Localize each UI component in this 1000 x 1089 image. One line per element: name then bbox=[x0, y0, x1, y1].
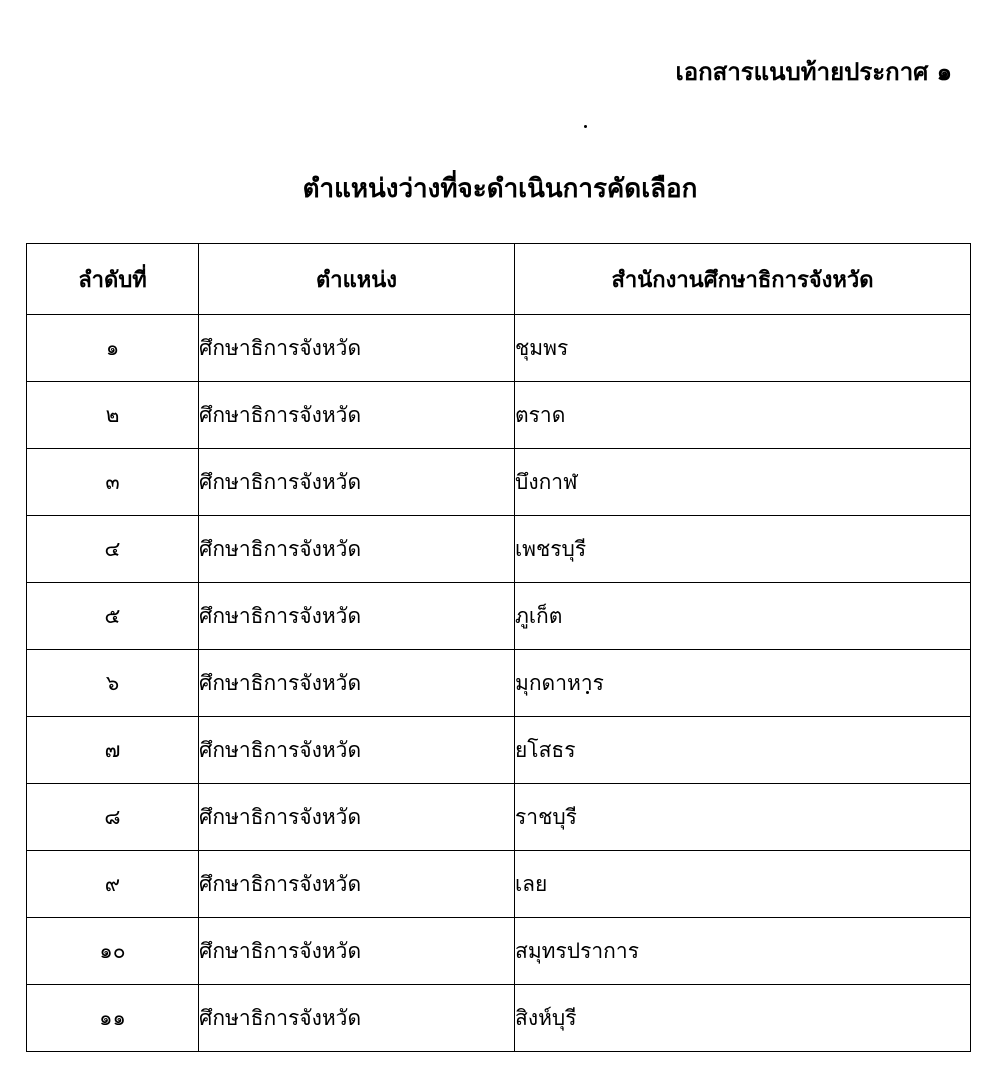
cell-position: ศึกษาธิการจังหวัด bbox=[199, 851, 515, 918]
cell-order: ๑๑ bbox=[27, 985, 199, 1052]
stray-dot bbox=[584, 125, 587, 128]
cell-position: ศึกษาธิการจังหวัด bbox=[199, 650, 515, 717]
cell-order: ๕ bbox=[27, 583, 199, 650]
cell-office: ยโสธร bbox=[515, 717, 971, 784]
cell-position: ศึกษาธิการจังหวัด bbox=[199, 583, 515, 650]
positions-table bbox=[26, 243, 971, 1052]
cell-position: ศึกษาธิการจังหวัด bbox=[199, 717, 515, 784]
cell-order: ๔ bbox=[27, 516, 199, 583]
table-row bbox=[27, 784, 971, 851]
cell-position: ศึกษาธิการจังหวัด bbox=[199, 985, 515, 1052]
table-row bbox=[27, 717, 971, 784]
cell-office: เพชรบุรี bbox=[515, 516, 971, 583]
cell-office: ตราด bbox=[515, 382, 971, 449]
header-order: ลำดับที่ bbox=[27, 244, 199, 315]
table-row bbox=[27, 382, 971, 449]
cell-position: ศึกษาธิการจังหวัด bbox=[199, 516, 515, 583]
cell-office: ราชบุรี bbox=[515, 784, 971, 851]
header-office: สำนักงานศึกษาธิการจังหวัด bbox=[515, 244, 971, 315]
annex-label: เอกสารแนบท้ายประกาศ ๑ bbox=[675, 58, 952, 86]
cell-position: ศึกษาธิการจังหวัด bbox=[199, 382, 515, 449]
header-position: ตำแหน่ง bbox=[199, 244, 515, 315]
table-row bbox=[27, 650, 971, 717]
cell-office: เลย bbox=[515, 851, 971, 918]
table-row bbox=[27, 315, 971, 382]
cell-position: ศึกษาธิการจังหวัด bbox=[199, 784, 515, 851]
cell-position: ศึกษาธิการจังหวัด bbox=[199, 918, 515, 985]
page-title: ตำแหน่งว่างที่จะดำเนินการคัดเลือก bbox=[302, 174, 698, 204]
table-row bbox=[27, 583, 971, 650]
cell-office: ภูเก็ต bbox=[515, 583, 971, 650]
table-row bbox=[27, 851, 971, 918]
table-row bbox=[27, 449, 971, 516]
cell-order: ๘ bbox=[27, 784, 199, 851]
cell-office: ชุมพร bbox=[515, 315, 971, 382]
cell-office: บึงกาฬ bbox=[515, 449, 971, 516]
table-row bbox=[27, 985, 971, 1052]
cell-office: มุกดาหาร bbox=[515, 650, 971, 717]
cell-order: ๙ bbox=[27, 851, 199, 918]
cell-office: สิงห์บุรี bbox=[515, 985, 971, 1052]
table-row bbox=[27, 918, 971, 985]
table-row bbox=[27, 516, 971, 583]
cell-order: ๖ bbox=[27, 650, 199, 717]
cell-position: ศึกษาธิการจังหวัด bbox=[199, 449, 515, 516]
cell-order: ๑๐ bbox=[27, 918, 199, 985]
cell-order: ๒ bbox=[27, 382, 199, 449]
cell-order: ๓ bbox=[27, 449, 199, 516]
cell-order: ๑ bbox=[27, 315, 199, 382]
cell-office: สมุทรปราการ bbox=[515, 918, 971, 985]
cell-order: ๗ bbox=[27, 717, 199, 784]
cell-position: ศึกษาธิการจังหวัด bbox=[199, 315, 515, 382]
table-header-row bbox=[27, 244, 971, 315]
